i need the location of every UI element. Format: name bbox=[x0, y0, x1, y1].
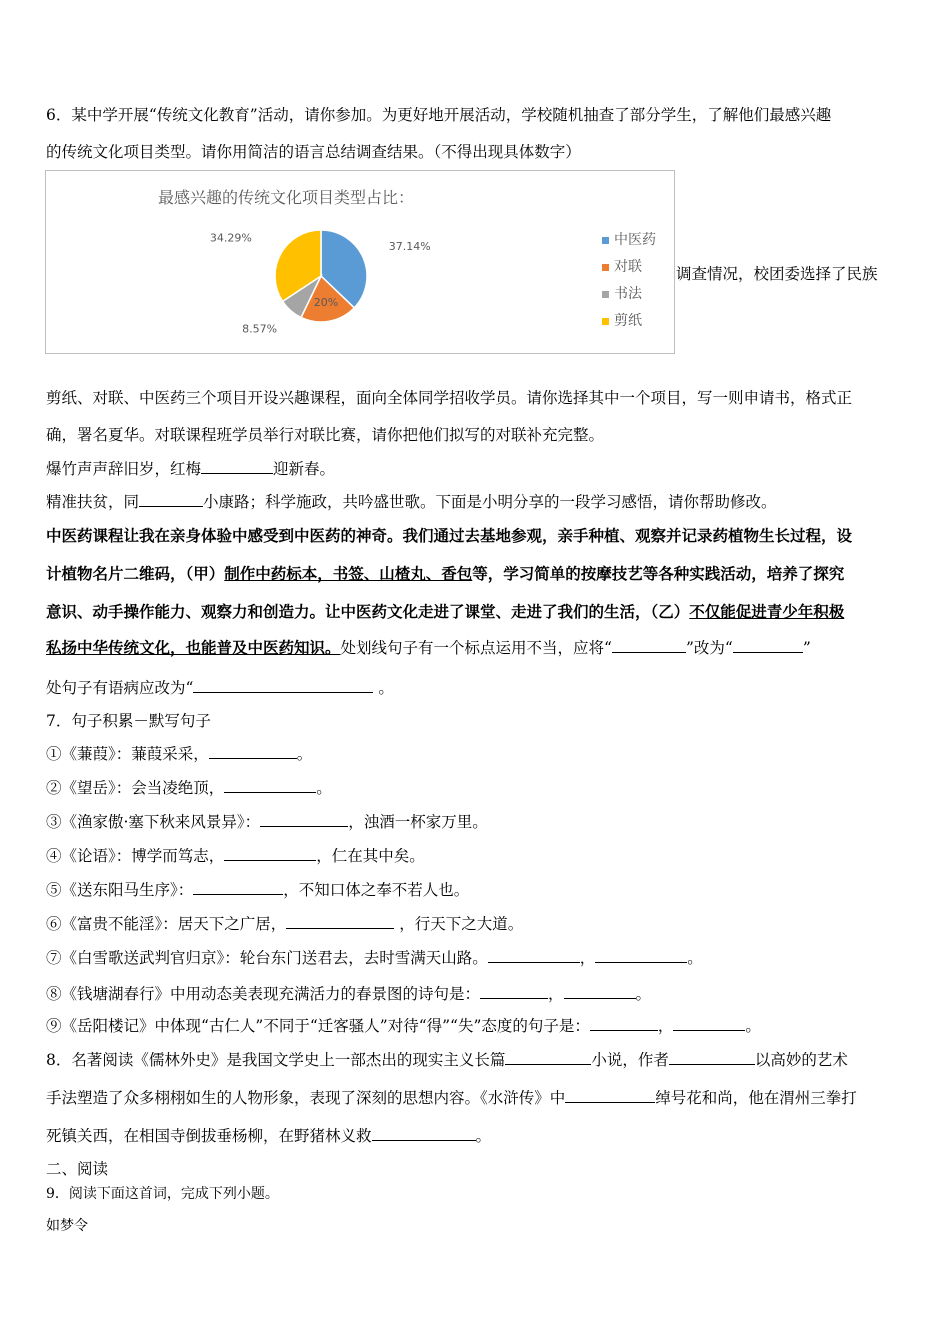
legend-label: 书法 bbox=[614, 286, 642, 302]
pie-label-中医药: 37.14% bbox=[388, 240, 431, 254]
pie-label-剪纸: 34.29% bbox=[209, 231, 252, 245]
q7-item-5-blank[interactable] bbox=[193, 880, 283, 895]
q7-item-7 bbox=[46, 946, 703, 968]
essay-underline-jia: 制作中药标本，书签、山楂丸、香包 bbox=[224, 564, 473, 583]
essay-para-2-start: 计植物名片二维码，（甲） bbox=[46, 564, 225, 583]
q6-line-1: 6．某中学开展“传统文化教育”活动，请你参加。为更好地开展活动，学校随机抽查了部分学生，了解他们最感兴趣 bbox=[46, 106, 832, 124]
legend-item-中医药 bbox=[602, 229, 656, 249]
q7-item-6-end: ，行天下之大道。 bbox=[394, 915, 524, 933]
q7-item-8-text: ⑧《钱塘湖春行》中用动态美表现充满活力的春景图的诗句是： bbox=[46, 985, 481, 1003]
q8-blank-3[interactable] bbox=[565, 1088, 655, 1103]
couplet-1-blank[interactable] bbox=[201, 459, 273, 474]
pie-chart bbox=[45, 170, 675, 354]
legend-item-书法 bbox=[602, 283, 642, 303]
essay-para-1: 中医药课程让我在亲身体验中感受到中医药的神奇。我们通过去基地参观，亲手种植、观察并记录药植物生长过程，设 bbox=[46, 526, 853, 545]
pie-label-对联: 20% bbox=[313, 296, 339, 310]
q9-instruction: 9．阅读下面这首词，完成下列小题。 bbox=[46, 1186, 279, 1202]
q7-item-4-blank[interactable] bbox=[224, 846, 316, 861]
q7-item-4 bbox=[46, 844, 425, 866]
q8-text-f: 死镇关西，在相国寺倒拔垂杨柳，在野猪林义救 bbox=[46, 1127, 372, 1145]
q7-item-1 bbox=[46, 742, 312, 764]
legend-swatch bbox=[602, 318, 609, 325]
pie-svg bbox=[46, 171, 526, 353]
q7-item-7-text: ⑦《白雪歌送武判官归京》：轮台东门送君去，去时雪满天山路。 bbox=[46, 949, 488, 967]
punct-instruction: 处划线句子有一个标点运用不当，应将“ bbox=[340, 639, 612, 657]
legend-item-对联 bbox=[602, 256, 642, 276]
couplet-1-end: 迎新春。 bbox=[273, 460, 336, 478]
q6-line-2: 的传统文化项目类型。请你用简洁的语言总结调查结果。（不得出现具体数字） bbox=[46, 143, 581, 161]
q7-item-6-blank[interactable] bbox=[286, 914, 394, 929]
legend-item-剪纸 bbox=[602, 310, 642, 330]
couplet-2-start: 精准扶贫，同 bbox=[46, 493, 140, 511]
q8-blank-4[interactable] bbox=[372, 1126, 476, 1141]
q7-item-7-comma: ， bbox=[579, 949, 596, 967]
grammar-instruction: 处句子有语病应改为“ bbox=[46, 679, 194, 697]
q8-text-g: 。 bbox=[475, 1127, 492, 1145]
q7-item-9-end: 。 bbox=[745, 1017, 761, 1035]
legend-label: 中医药 bbox=[614, 232, 656, 248]
q7-item-2 bbox=[46, 776, 332, 798]
section-heading: 二、阅读 bbox=[46, 1160, 109, 1178]
couplet-2 bbox=[46, 490, 777, 512]
q8-text-d: 手法塑造了众多栩栩如生的人物形象，表现了深刻的思想内容。《水浒传》中 bbox=[46, 1089, 566, 1107]
q8-text-a: 8．名著阅读《儒林外史》是我国文学史上一部杰出的现实主义长篇 bbox=[46, 1051, 506, 1069]
q8-line-3 bbox=[46, 1124, 491, 1146]
q7-item-7-blank-1[interactable] bbox=[488, 948, 580, 963]
q6-line-3: 剪纸、对联、中医药三个项目开设兴趣课程，面向全体同学招收学员。请你选择其中一个项目，写一则申请书，格式正 bbox=[46, 389, 853, 407]
q7-item-5-end: ，不知口体之奉不若人也。 bbox=[283, 881, 470, 899]
q8-text-e: 绰号花和尚，他在渭州三拳打 bbox=[655, 1089, 857, 1107]
q7-item-1-text: ①《蒹葭》：蒹葭采采， bbox=[46, 745, 209, 763]
q8-line-2 bbox=[46, 1086, 857, 1108]
q7-item-9 bbox=[46, 1014, 761, 1036]
q7-item-9-blank-1[interactable] bbox=[590, 1016, 658, 1031]
q7-item-9-comma: ， bbox=[657, 1017, 674, 1035]
q7-item-5-text: ⑤《送东阳马生序》： bbox=[46, 881, 194, 899]
q7-item-1-end: 。 bbox=[296, 745, 313, 763]
legend-label: 对联 bbox=[614, 259, 642, 275]
q7-item-1-blank[interactable] bbox=[209, 744, 297, 759]
q8-text-b: 小说，作者 bbox=[591, 1051, 669, 1069]
punct-change-to: ”改为“ bbox=[685, 639, 733, 657]
q7-item-9-text: ⑨《岳阳楼记》中体现“古仁人”不同于“迁客骚人”对待“得”“失”态度的句子是： bbox=[46, 1017, 590, 1035]
q7-item-2-blank[interactable] bbox=[224, 778, 316, 793]
punct-close-quote: ” bbox=[802, 639, 811, 657]
q6-right-text: 调查情况，校团委选择了民族 bbox=[676, 265, 878, 283]
essay-underline-yi-2: 私扬中华传统文化，也能普及中医药知识。 bbox=[46, 638, 341, 657]
essay-para-4 bbox=[46, 636, 811, 658]
grammar-end: 。 bbox=[378, 679, 394, 697]
q8-blank-2[interactable] bbox=[669, 1050, 755, 1065]
q8-line-1 bbox=[46, 1048, 848, 1070]
q7-item-8-blank-1[interactable] bbox=[480, 984, 548, 999]
q7-item-4-end: ，仁在其中矣。 bbox=[316, 847, 425, 865]
q7-item-5 bbox=[46, 878, 469, 900]
couplet-2-end: 小康路；科学施政，共吟盛世歌。下面是小明分享的一段学习感悟，请你帮助修改。 bbox=[203, 493, 777, 511]
q6-line-4: 确，署名夏华。对联课程班学员举行对联比赛，请你把他们拟写的对联补充完整。 bbox=[46, 426, 605, 444]
q7-item-3 bbox=[46, 810, 488, 832]
legend-label: 剪纸 bbox=[614, 313, 642, 329]
q7-item-4-text: ④《论语》：博学而笃志， bbox=[46, 847, 225, 865]
q7-item-6-text: ⑥《富贵不能淫》：居天下之广居， bbox=[46, 915, 287, 933]
legend-swatch bbox=[602, 237, 609, 244]
q7-item-3-text: ③《渔家傲·塞下秋来风景异》： bbox=[46, 813, 261, 831]
essay-para-2 bbox=[46, 562, 844, 584]
legend-swatch bbox=[602, 264, 609, 271]
q7-item-7-end: 。 bbox=[687, 949, 703, 967]
q7-item-8 bbox=[46, 982, 651, 1004]
q7-item-8-comma: ， bbox=[548, 985, 564, 1003]
q7-item-3-end: ，浊酒一杯家万里。 bbox=[348, 813, 488, 831]
q7-item-2-text: ②《望岳》：会当凌绝顶， bbox=[46, 779, 225, 797]
punct-blank-2[interactable] bbox=[733, 638, 803, 653]
essay-para-3 bbox=[46, 600, 844, 622]
legend-swatch bbox=[602, 291, 609, 298]
poem-title: 如梦令 bbox=[46, 1218, 88, 1234]
q7-item-8-end: 。 bbox=[635, 985, 652, 1003]
essay-underline-yi-1: 不仅能促进青少年积极 bbox=[689, 602, 845, 621]
couplet-1-start: 爆竹声声辞旧岁，红梅 bbox=[46, 460, 202, 478]
couplet-1 bbox=[46, 457, 335, 479]
q8-blank-1[interactable] bbox=[505, 1050, 591, 1065]
essay-para-5 bbox=[46, 676, 394, 698]
q7-item-6 bbox=[46, 912, 523, 934]
pie-label-书法: 8.57% bbox=[242, 322, 278, 336]
chart-title: 最感兴趣的传统文化项目类型占比： bbox=[157, 188, 414, 207]
q7-item-7-blank-2[interactable] bbox=[595, 948, 687, 963]
q8-text-c: 以高妙的艺术 bbox=[754, 1051, 848, 1069]
grammar-blank[interactable] bbox=[193, 678, 373, 693]
q7-item-2-end: 。 bbox=[316, 779, 332, 797]
punct-blank-1[interactable] bbox=[612, 638, 686, 653]
couplet-2-blank[interactable] bbox=[139, 492, 203, 507]
q7-item-8-blank-2[interactable] bbox=[564, 984, 636, 999]
essay-para-3-start: 意识、动手操作能力、观察力和创造力。让中医药文化走进了课堂、走进了我们的生活，（乙） bbox=[46, 602, 690, 621]
q7-title: 7．句子积累－默写句子 bbox=[46, 712, 211, 730]
essay-para-2-end: 等，学习简单的按摩技艺等各种实践活动，培养了探究 bbox=[472, 564, 845, 583]
q7-item-9-blank-2[interactable] bbox=[673, 1016, 745, 1031]
q7-item-3-blank[interactable] bbox=[260, 812, 348, 827]
